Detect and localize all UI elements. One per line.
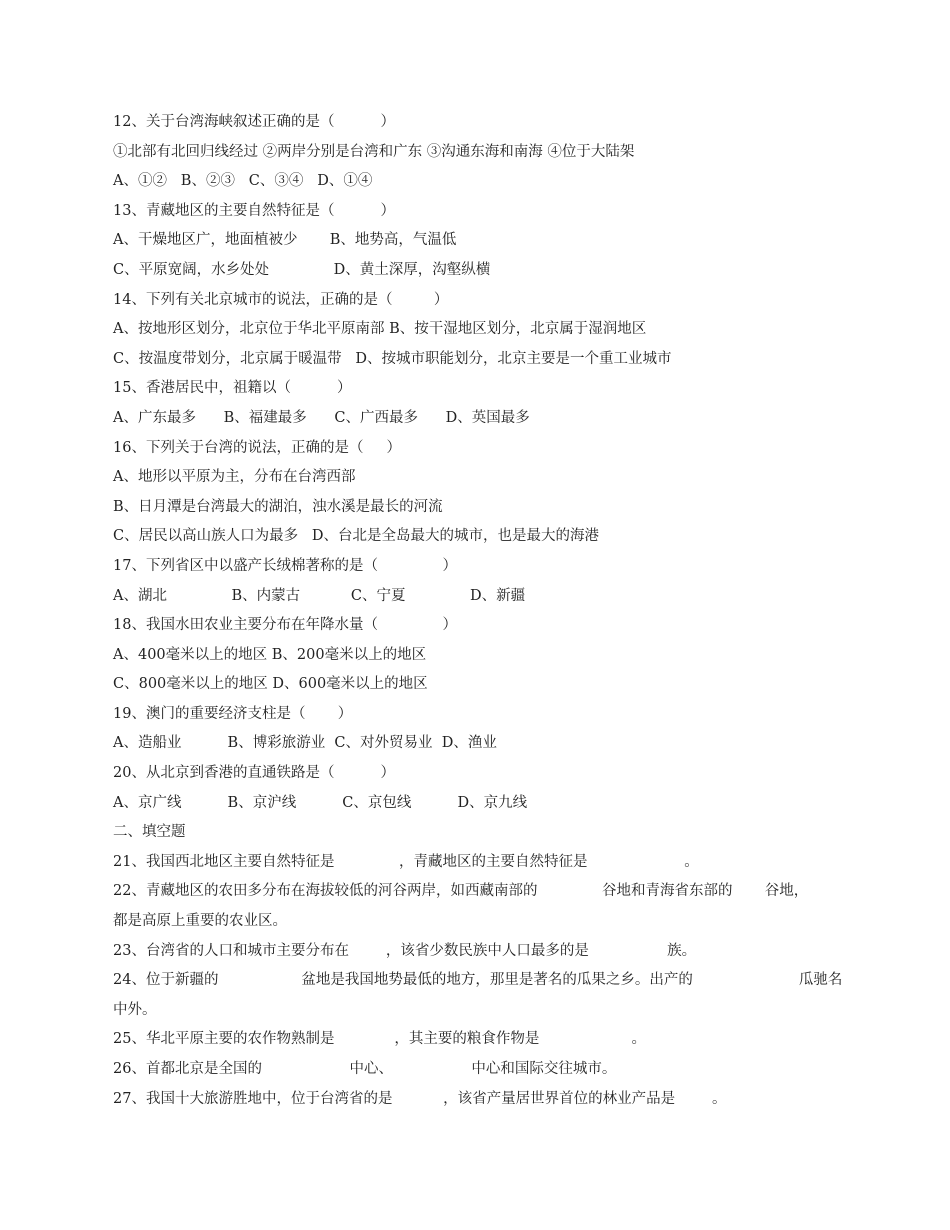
text-line: B、日月潭是台湾最大的湖泊，浊水溪是最长的河流 bbox=[113, 498, 443, 515]
text-line: A、按地形区划分，北京位于华北平原南部 B、按干湿地区划分，北京属于湿润地区 bbox=[113, 321, 647, 338]
text-line: 12、关于台湾海峡叙述正确的是（ ） bbox=[113, 114, 396, 130]
text-line: 24、位于新疆的 盆地是我国地势最低的地方，那里是著名的瓜果之乡。出产的 瓜驰名 bbox=[113, 972, 843, 989]
text-line: C、居民以高山族人口为最多 D、台北是全岛最大的城市，也是最大的海港 bbox=[113, 528, 600, 545]
text-line: 26、首都北京是全国的 中心、 中心和国际交往城市。 bbox=[113, 1061, 617, 1077]
text-line: 都是高原上重要的农业区。 bbox=[113, 913, 287, 930]
text-line: 21、我国西北地区主要自然特征是 ，青藏地区的主要自然特征是 。 bbox=[113, 853, 699, 870]
text-line: 13、青藏地区的主要自然特征是（ ） bbox=[113, 202, 396, 219]
text-line: A、干燥地区广，地面植被少 B、地势高，气温低 bbox=[113, 232, 457, 249]
text-line: C、按温度带划分，北京属于暖温带 D、按城市职能划分，北京主要是一个重工业城市 bbox=[113, 350, 672, 367]
text-line: 16、下列关于台湾的说法，正确的是（ ） bbox=[113, 439, 401, 456]
text-line: 19、澳门的重要经济支柱是（ ） bbox=[113, 705, 353, 722]
text-line: 17、下列省区中以盛产长绒棉著称的是（ ） bbox=[113, 557, 457, 574]
text-line: A、地形以平原为主，分布在台湾西部 bbox=[113, 469, 356, 486]
text-line: A、400毫米以上的地区 B、200毫米以上的地区 bbox=[113, 646, 427, 663]
text-line: A、湖北 B、内蒙古 C、宁夏 D、新疆 bbox=[113, 587, 526, 604]
text-line: 二、填空题 bbox=[113, 824, 186, 841]
text-line: 23、台湾省的人口和城市主要分布在 ，该省少数民族中人口最多的是 族。 bbox=[113, 942, 697, 959]
text-line: 15、香港居民中，祖籍以（ ） bbox=[113, 380, 352, 397]
text-line: 14、下列有关北京城市的说法，正确的是（ ） bbox=[113, 291, 449, 308]
text-line: 18、我国水田农业主要分布在年降水量（ ） bbox=[113, 617, 457, 634]
text-line: A、京广线 B、京沪线 C、京包线 D、京九线 bbox=[113, 794, 528, 811]
text-line: A、造船业 B、博彩旅游业 C、对外贸易业 D、渔业 bbox=[113, 735, 497, 752]
text-line: 27、我国十大旅游胜地中，位于台湾省的是 ，该省产量居世界首位的林业产品是 。 bbox=[113, 1090, 727, 1107]
text-line: C、平原宽阔，水乡处处 D、黄土深厚，沟壑纵横 bbox=[113, 261, 491, 278]
text-line: 22、青藏地区的农田多分布在海拔较低的河谷两岸，如西藏南部的 谷地和青海省东部的 谷地， bbox=[113, 883, 809, 900]
text-line: 中外。 bbox=[113, 1001, 157, 1018]
text-line: C、800毫米以上的地区 D、600毫米以上的地区 bbox=[113, 676, 428, 693]
text-line: ①北部有北回归线经过 ②两岸分别是台湾和广东 ③沟通东海和南海 ④位于大陆架 bbox=[113, 143, 635, 160]
text-line: A、①② B、②③ C、③④ D、①④ bbox=[113, 173, 373, 190]
text-line: 25、华北平原主要的农作物熟制是 ，其主要的粮食作物是 。 bbox=[113, 1031, 647, 1048]
document-body bbox=[113, 108, 853, 1114]
text-line: A、广东最多 B、福建最多 C、广西最多 D、英国最多 bbox=[113, 409, 530, 426]
text-line: 20、从北京到香港的直通铁路是（ ） bbox=[113, 765, 396, 782]
